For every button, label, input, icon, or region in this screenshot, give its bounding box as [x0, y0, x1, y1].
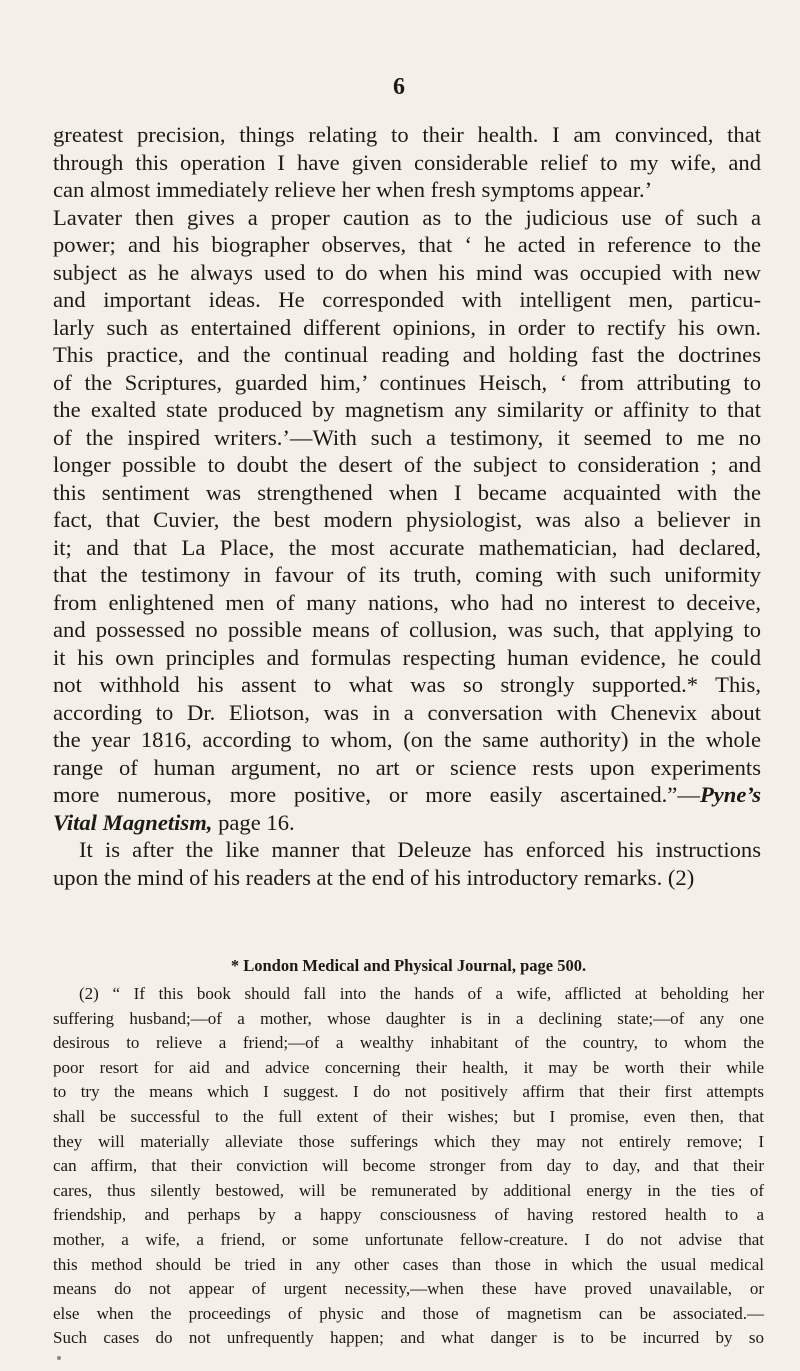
citation-author: Pyne’s — [699, 782, 761, 807]
text-line: from enlightened men of many nations, who had no interest to deceive, — [53, 589, 761, 615]
text-line: subject as he always used to do when his mind was occupied with new — [53, 259, 761, 285]
text-line: greatest precision, things relating to their health. I am convinced, that — [53, 122, 761, 147]
citation-line — [53, 809, 761, 837]
footnote-star: * London Medical and Physical Journal, page 500. — [230, 956, 587, 975]
text-line: that the testimony in favour of its truth, coming with such uniformity — [53, 562, 761, 587]
footnote-line: friendship, and perhaps by a happy consciousness of having restored health to a — [53, 1205, 764, 1225]
text-line: This practice, and the continual reading and holding fast the doctrines — [53, 342, 761, 367]
footnote-line: desirous to relieve a friend;—of a wealthy inhabitant of the country, to whom the — [53, 1033, 764, 1053]
footnotes — [53, 950, 764, 1351]
text-line: fact, that Cuvier, the best modern physiologist, was also a believer in — [53, 507, 761, 532]
text-line: not withhold his assent to what was so strongly supported.* This, — [53, 672, 761, 697]
text-line: can almost immediately relieve her when fresh symptoms appear.’ — [53, 177, 653, 202]
footnote-line: to try the means which I suggest. I do not positively affirm that their first attempts — [53, 1082, 764, 1102]
text-line: power; and his biographer observes, that ‘ he acted in reference to the — [53, 232, 761, 257]
footnote-line: poor resort for aid and advice concerning their health, it may be worth their while — [53, 1057, 764, 1077]
text-line — [53, 781, 761, 809]
footnote-line: can affirm, that their conviction will become stronger from day to day, and that their — [53, 1156, 764, 1176]
text-line: range of human argument, no art or science rests upon experiments — [53, 754, 761, 780]
text-line: longer possible to doubt the desert of the subject to consideration ; and — [53, 452, 761, 477]
text-line: and possessed no possible means of collusion, was such, that applying to — [53, 617, 761, 642]
page-number: 6 — [393, 74, 405, 100]
footnote-line: means do not appear of urgent necessity,—when these have proved unavailable, or — [53, 1279, 764, 1299]
citation-page: page 16. — [212, 809, 295, 835]
footnote-line: shall be successful to the full extent of their wishes; but I promise, even then, that — [53, 1106, 764, 1126]
text-line: it; and that La Place, the most accurate mathematician, had declared, — [53, 534, 761, 560]
text-line: of the Scriptures, guarded him,’ continues Heisch, ‘ from attributing to — [53, 369, 761, 395]
text-line-part: more numerous, more positive, or more easily ascertained.”— — [53, 782, 700, 807]
footnote-line: this method should be tried in any other cases than those in which the usual medical — [53, 1254, 764, 1274]
text-line: and important ideas. He corresponded with intelligent men, particu- — [53, 287, 761, 312]
text-line: larly such as entertained different opinions, in order to rectify his own. — [53, 314, 761, 340]
main-text — [53, 121, 761, 891]
citation-title: Vital Magnetism, — [53, 809, 213, 835]
footnote-line: mother, a wife, a friend, or some unfortunate fellow-creature. I do not advise that — [53, 1229, 764, 1249]
text-line: the exalted state produced by magnetism any similarity or affinity to that — [53, 397, 761, 422]
footnote-line: else when the proceedings of physic and those of magnetism can be associated.— — [53, 1303, 764, 1323]
text-line: through this operation I have given considerable relief to my wife, and — [53, 149, 761, 175]
text-line: this sentiment was strengthened when I became acquainted with the — [53, 479, 761, 505]
text-line: the year 1816, according to whom, (on the same authority) in the whole — [53, 727, 761, 752]
ink-speck — [57, 1356, 61, 1360]
text-line: upon the mind of his readers at the end of his introductory remarks. (2) — [53, 864, 695, 890]
text-line: Lavater then gives a proper caution as to the judicious use of such a — [53, 204, 761, 230]
footnote-line: cares, thus silently bestowed, will be remunerated by additional energy in the ties of — [53, 1180, 764, 1200]
footnote-line: they will materially alleviate those sufferings which they may not entirely remove; I — [53, 1131, 764, 1151]
footnote-line: (2) “ If this book should fall into the hands of a wife, afflicted at beholding her — [79, 984, 764, 1003]
text-line: it his own principles and formulas respecting human evidence, he could — [53, 644, 761, 670]
text-line: of the inspired writers.’—With such a testimony, it seemed to me no — [53, 424, 761, 450]
footnote-line: Such cases do not unfrequently happen; and what danger is to be incurred by so — [53, 1328, 764, 1348]
text-line: It is after the like manner that Deleuze has enforced his instructions — [79, 837, 761, 862]
footnote-line: suffering husband;—of a mother, whose daughter is in a declining state;—of any one — [53, 1008, 764, 1028]
text-line: according to Dr. Eliotson, was in a conversation with Chenevix about — [53, 699, 761, 725]
